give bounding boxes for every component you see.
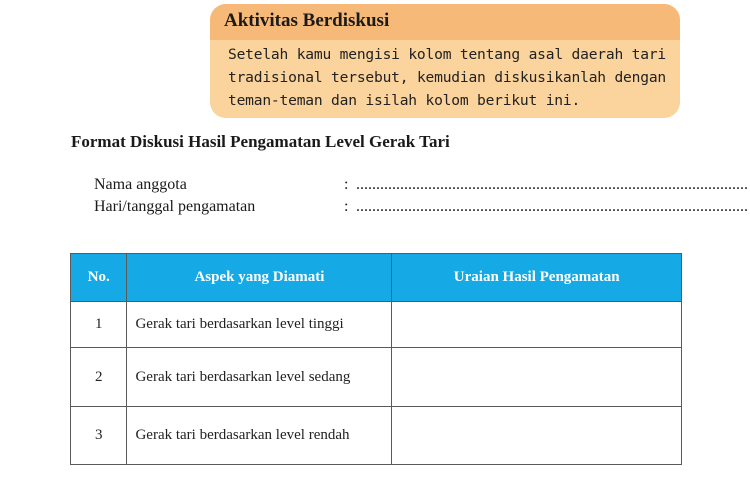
row-aspect: Gerak tari berdasarkan level tinggi xyxy=(127,302,392,348)
field-hari-tanggal xyxy=(94,198,748,220)
row-result-cell[interactable] xyxy=(392,407,682,465)
field-label: Nama anggota xyxy=(94,176,187,193)
table-header-row xyxy=(71,254,682,302)
activity-instructions: Setelah kamu mengisi kolom tentang asal daerah tari tradisional tersebut, kemudian diskusikanlah dengan teman-teman dan isilah kolom berikut ini. xyxy=(228,46,666,109)
column-header-aspect: Aspek yang Diamati xyxy=(127,254,392,302)
row-aspect: Gerak tari berdasarkan level sedang xyxy=(127,348,392,407)
row-result-cell[interactable] xyxy=(392,348,682,407)
fill-in-line[interactable]: .................................................................................................. xyxy=(356,198,748,215)
row-number: 3 xyxy=(71,407,127,465)
field-colon: : xyxy=(344,198,349,215)
fill-in-line[interactable]: .................................................................................................. xyxy=(356,176,748,193)
row-result-cell[interactable] xyxy=(392,302,682,348)
row-number: 1 xyxy=(71,302,127,348)
activity-title: Aktivitas Berdiskusi xyxy=(224,10,390,31)
field-nama-anggota xyxy=(94,176,748,198)
table-row xyxy=(71,302,682,348)
table-row xyxy=(71,348,682,407)
column-header-result: Uraian Hasil Pengamatan xyxy=(392,254,682,302)
observation-table xyxy=(70,253,682,465)
field-label: Hari/tanggal pengamatan xyxy=(94,198,256,215)
format-title: Format Diskusi Hasil Pengamatan Level Gerak Tari xyxy=(71,132,450,151)
table-row xyxy=(71,407,682,465)
activity-header xyxy=(210,4,680,40)
row-number: 2 xyxy=(71,348,127,407)
field-colon: : xyxy=(344,176,349,193)
column-header-no: No. xyxy=(71,254,127,302)
row-aspect: Gerak tari berdasarkan level rendah xyxy=(127,407,392,465)
activity-box xyxy=(210,4,680,118)
